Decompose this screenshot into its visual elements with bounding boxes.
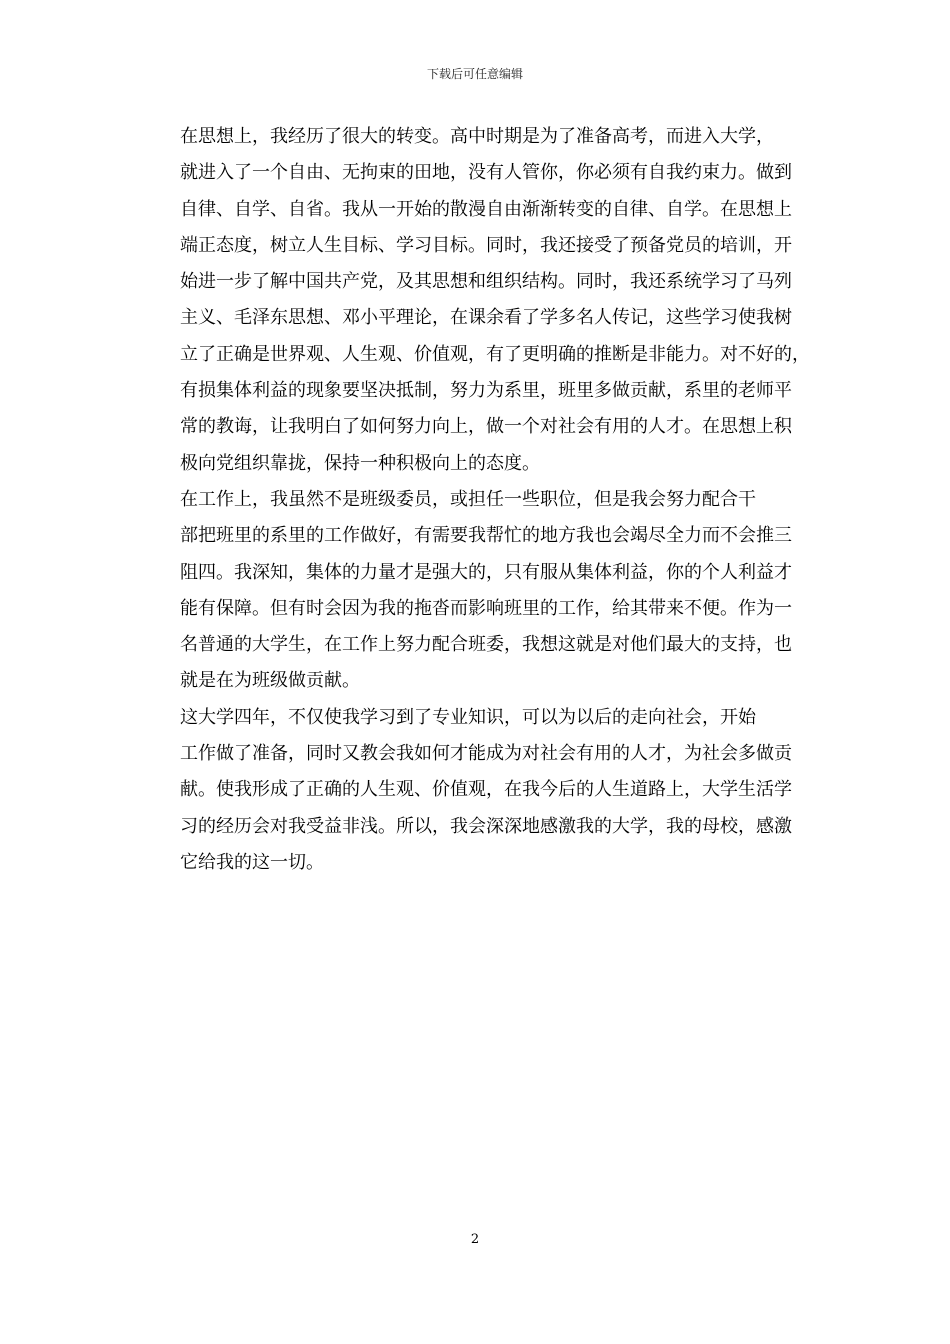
text-line: 它给我的这一切。 (180, 851, 324, 873)
text-line: 名普通的大学生，在工作上努力配合班委，我想这就是对他们最大的支持，也 (180, 634, 792, 656)
text-line: 能有保障。但有时会因为我的拖沓而影响班里的工作，给其带来不便。作为一 (180, 597, 792, 619)
text-line: 阻四。我深知，集体的力量才是强大的，只有服从集体利益，你的个人利益才 (180, 561, 792, 583)
page-header: 下载后可任意编辑 (426, 67, 523, 81)
text-line: 就是在为班级做贡献。 (180, 670, 360, 692)
paragraph-work (144, 482, 806, 700)
text-line: 常的教诲，让我明白了如何努力向上，做一个对社会有用的人才。在思想上积 (180, 416, 792, 438)
text-line: 在工作上，我虽然不是班级委员，或担任一些职位，但是我会努力配合干 (180, 488, 756, 510)
text-line: 在思想上，我经历了很大的转变。高中时期是为了准备高考，而进入大学， (180, 126, 774, 147)
text-line: 部把班里的系里的工作做好，有需要我帮忙的地方我也会竭尽全力而不会推三 (180, 525, 792, 547)
text-line: 主义、毛泽东思想、邓小平理论，在课余看了学多名人传记，这些学习使我树 (180, 307, 792, 329)
paragraph-thought (144, 119, 810, 482)
page-number: 2 (470, 1232, 480, 1247)
text-line: 自律、自学、自省。我从一开始的散漫自由渐渐转变的自律、自学。在思想上 (180, 198, 792, 220)
text-line: 工作做了准备，同时又教会我如何才能成为对社会有用的人才，为社会多做贡 (180, 743, 792, 765)
text-line: 有损集体利益的现象要坚决抵制，努力为系里，班里多做贡献，系里的老师平 (180, 380, 792, 402)
text-line: 端正态度，树立人生目标、学习目标。同时，我还接受了预备党员的培训，开 (180, 234, 792, 256)
text-line: 始进一步了解中国共产党，及其思想和组织结构。同时，我还系统学习了马列 (180, 271, 792, 293)
text-line: 献。使我形成了正确的人生观、价值观，在我今后的人生道路上，大学生活学 (180, 779, 792, 801)
paragraph-summary (144, 700, 806, 881)
text-line: 立了正确是世界观、人生观、价值观，有了更明确的推断是非能力。对不好的， (180, 343, 810, 365)
document-body (144, 119, 810, 881)
text-line: 就进入了一个自由、无拘束的田地，没有人管你，你必须有自我约束力。做到 (180, 162, 792, 184)
text-line: 习的经历会对我受益非浅。所以，我会深深地感激我的大学，我的母校，感激 (180, 815, 792, 837)
text-line: 这大学四年，不仅使我学习到了专业知识，可以为以后的走向社会，开始 (180, 706, 756, 728)
text-line: 极向党组织靠拢，保持一种积极向上的态度。 (180, 452, 540, 474)
